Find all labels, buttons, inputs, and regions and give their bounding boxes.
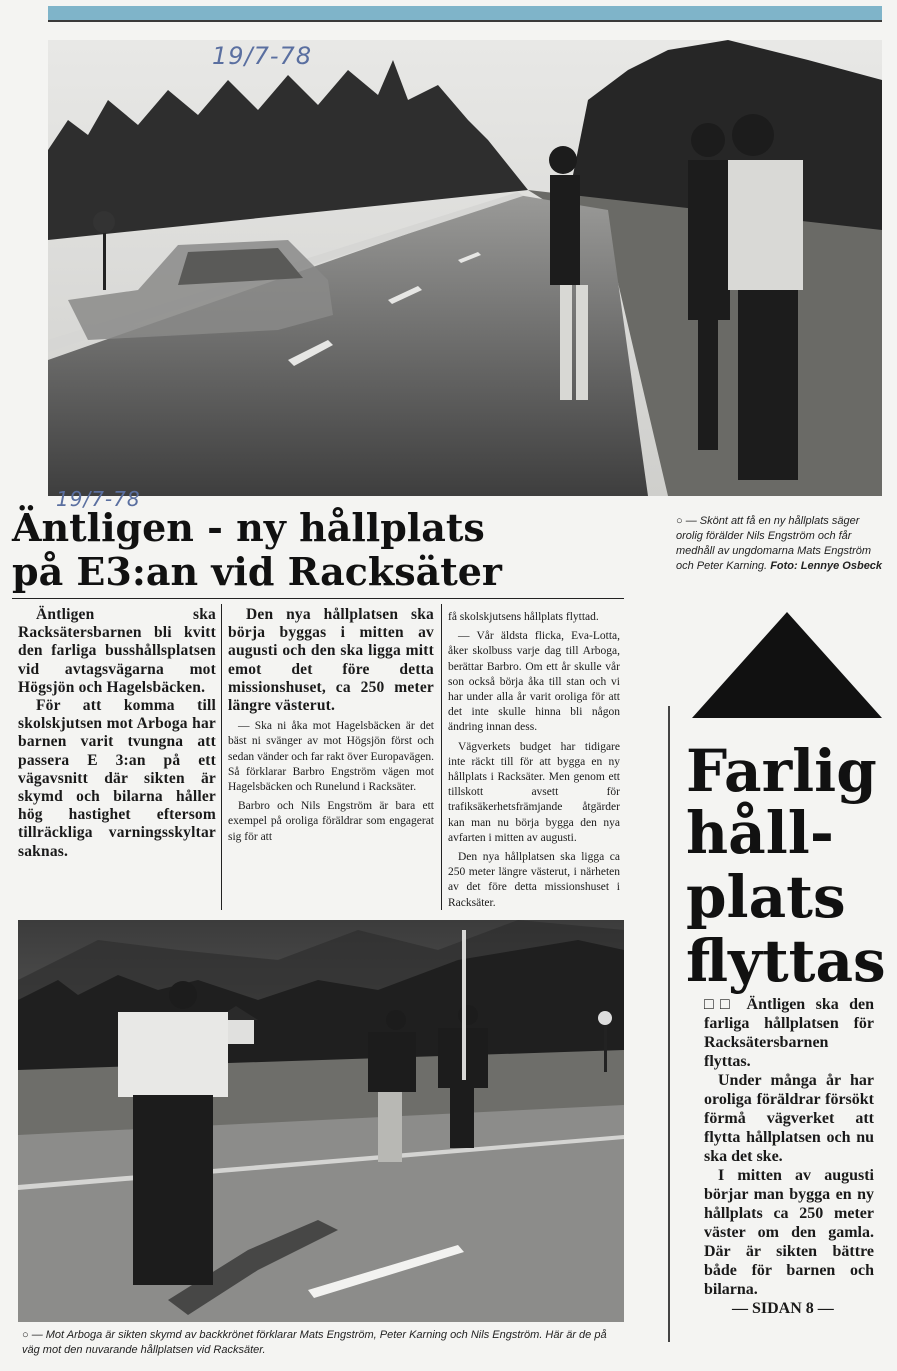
headline: [12, 506, 624, 594]
sidebar-marker: □□: [704, 996, 737, 1013]
sidebar-page-reference: — SIDAN 8 —: [732, 1300, 834, 1317]
sidebar-title-line: Farlig: [686, 737, 877, 805]
column-rule-2: [441, 604, 442, 910]
top-photo-caption: [676, 514, 888, 574]
headline-line-1: Äntligen - ny hållplats: [12, 505, 485, 550]
column-3-paragraph: Den nya hållplatsen ska ligga ca 250 meter längre västerut, i närheten av det före detta missionshuset i Racksäter.: [448, 851, 620, 909]
sidebar-title: [686, 737, 886, 995]
sidebar-title-line: flyttas: [686, 927, 886, 995]
top-photo-caption-text: ○ — Skönt att få en ny hållplats säger orolig förälder Nils Engström och får medhåll av ungdomarna Mats Engström och Peter Karning.: [676, 515, 872, 572]
sidebar-title-line: håll-: [686, 799, 834, 867]
sidebar-text: [704, 995, 874, 1299]
handwritten-date-top: 19/7-78: [212, 42, 313, 70]
sidebar-title-line: plats: [686, 863, 846, 931]
top-photo: [48, 40, 882, 496]
top-color-band: [48, 6, 882, 20]
bottom-photo-caption: ○ — Mot Arboga är sikten skymd av backkrönet förklarar Mats Engström, Peter Karning och Nils Engström. Här är de på väg mot den nuvarande hållplatsen vid Racksäter.: [22, 1329, 607, 1356]
column-1-paragraph: För att komma till skolskjutsen mot Arboga har barnen varit tvungna att passera E 3:an på ett vägavsnitt där sikten är skymd och bilarna håller hög hastighet eftersom tillräckliga varningsskyltar saknas.: [18, 697, 216, 860]
article-column-1: [18, 606, 216, 861]
bottom-photo: [18, 920, 624, 1322]
sidebar-paragraph: □□ Äntligen ska den farliga hållplatsen för Racksätersbarnen flyttas.: [704, 996, 875, 1070]
triangle-marker-icon: [692, 612, 882, 720]
headline-line-2: på E3:an vid Racksäter: [12, 549, 502, 594]
article-column-2: [228, 606, 434, 849]
headline-rule: [12, 598, 624, 599]
column-rule-1: [221, 604, 222, 910]
handwritten-date-headline: 19/7-78: [56, 487, 141, 511]
top-rule: [48, 20, 882, 22]
column-3-paragraph: — Vår äldsta flicka, Eva-Lotta, åker skolbuss varje dag till Arboga, berättar Barbro. Om ett år skulle vår son också börja åka till stan och vi har under alla år varit oroliga för att det inte skulle hinna bli någon ändring innan dess.: [448, 630, 620, 734]
sidebar-paragraph: I mitten av augusti börjar man bygga en ny hållplats ca 250 meter väster om den gamla. Där är sikten bättre både för barnen och bilarna.: [704, 1167, 874, 1298]
column-1-paragraph: Äntligen ska Racksätersbarnen bli kvitt den farliga busshållsplatsen vid avtagsvägarna mot Högsjön och Hagelsbäcken.: [18, 606, 216, 696]
article-column-3: [448, 610, 620, 915]
sidebar-paragraph: Under många år har oroliga föräldrar försökt förmå vägverket att flytta hållplatsen och nu ska det ske.: [704, 1072, 874, 1165]
column-2-body: [228, 719, 434, 845]
column-3-paragraph: Vägverkets budget har tidigare inte räckt till för att bygga en ny hållplats i Racksäter. Men genom ett tillskott avsett för trafiksäkerhetsfrämjande åtgärder kan man nu börja bygga den nya avfarten i mitten av augusti.: [448, 740, 620, 844]
column-2-lead: Den nya hållplatsen ska börja byggas i mitten av augusti och den ska ligga mitt emot det före detta missionshuset, ca 250 meter längre västerut.: [228, 606, 434, 715]
column-3-paragraph: få skolskjutsens hållplats flyttad.: [448, 611, 599, 623]
column-2-paragraph: — Ska ni åka mot Hagelsbäcken är det bäst ni svänger av mot Högsjön först och sedan vänder och far rakt över Europavägen. Så förklarar Barbro Engström vägen mot Hagelsbäcken och Runelund i Racksäter.: [228, 720, 434, 794]
column-2-paragraph: Barbro och Nils Engström är bara ett exempel på oroliga föräldrar som engagerat sig för att: [228, 800, 434, 843]
top-photo-credit: Foto: Lennye Osbeck: [770, 560, 883, 572]
